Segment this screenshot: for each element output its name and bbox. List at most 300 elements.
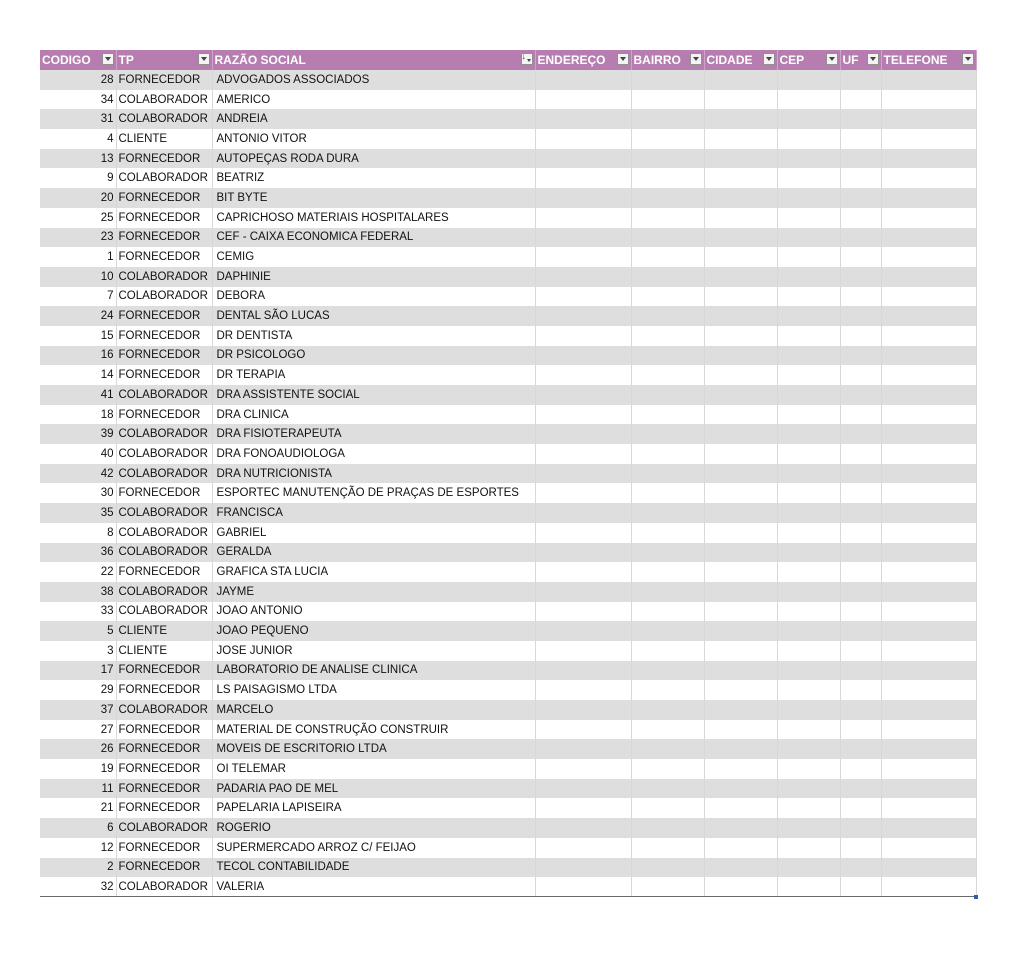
cell-endereco[interactable] <box>535 267 631 287</box>
cell-cep[interactable] <box>777 503 840 523</box>
cell-bairro[interactable] <box>631 720 704 740</box>
cell-endereco[interactable] <box>535 661 631 681</box>
cell-tp[interactable]: FORNECEDOR <box>116 739 212 759</box>
cell-cidade[interactable] <box>704 759 777 779</box>
cell-bairro[interactable] <box>631 405 704 425</box>
cell-uf[interactable] <box>840 424 881 444</box>
cell-razao-social[interactable]: VALERIA <box>212 877 535 897</box>
cell-codigo[interactable]: 6 <box>40 818 116 838</box>
cell-uf[interactable] <box>840 523 881 543</box>
cell-cep[interactable] <box>777 523 840 543</box>
cell-codigo[interactable]: 31 <box>40 109 116 129</box>
cell-endereco[interactable] <box>535 739 631 759</box>
cell-uf[interactable] <box>840 818 881 838</box>
cell-endereco[interactable] <box>535 208 631 228</box>
cell-codigo[interactable]: 9 <box>40 168 116 188</box>
cell-uf[interactable] <box>840 90 881 110</box>
cell-uf[interactable] <box>840 562 881 582</box>
cell-cidade[interactable] <box>704 405 777 425</box>
cell-cidade[interactable] <box>704 739 777 759</box>
cell-bairro[interactable] <box>631 326 704 346</box>
cell-tp[interactable]: COLABORADOR <box>116 424 212 444</box>
cell-endereco[interactable] <box>535 444 631 464</box>
cell-uf[interactable] <box>840 109 881 129</box>
cell-uf[interactable] <box>840 444 881 464</box>
cell-uf[interactable] <box>840 543 881 563</box>
cell-tp[interactable]: FORNECEDOR <box>116 779 212 799</box>
cell-telefone[interactable] <box>881 503 976 523</box>
cell-bairro[interactable] <box>631 208 704 228</box>
cell-telefone[interactable] <box>881 661 976 681</box>
cell-tp[interactable]: FORNECEDOR <box>116 326 212 346</box>
cell-endereco[interactable] <box>535 168 631 188</box>
cell-endereco[interactable] <box>535 70 631 90</box>
cell-telefone[interactable] <box>881 641 976 661</box>
cell-tp[interactable]: COLABORADOR <box>116 582 212 602</box>
cell-razao-social[interactable]: OI TELEMAR <box>212 759 535 779</box>
cell-cidade[interactable] <box>704 109 777 129</box>
cell-cidade[interactable] <box>704 621 777 641</box>
cell-uf[interactable] <box>840 149 881 169</box>
cell-codigo[interactable]: 13 <box>40 149 116 169</box>
cell-telefone[interactable] <box>881 247 976 267</box>
cell-razao-social[interactable]: MOVEIS DE ESCRITORIO LTDA <box>212 739 535 759</box>
cell-telefone[interactable] <box>881 523 976 543</box>
cell-uf[interactable] <box>840 858 881 878</box>
cell-codigo[interactable]: 42 <box>40 464 116 484</box>
cell-bairro[interactable] <box>631 287 704 307</box>
cell-bairro[interactable] <box>631 523 704 543</box>
cell-telefone[interactable] <box>881 543 976 563</box>
cell-codigo[interactable]: 11 <box>40 779 116 799</box>
cell-cep[interactable] <box>777 385 840 405</box>
cell-telefone[interactable] <box>881 464 976 484</box>
cell-bairro[interactable] <box>631 680 704 700</box>
cell-uf[interactable] <box>840 464 881 484</box>
cell-telefone[interactable] <box>881 228 976 248</box>
cell-razao-social[interactable]: GRAFICA STA LUCIA <box>212 562 535 582</box>
cell-codigo[interactable]: 1 <box>40 247 116 267</box>
cell-cidade[interactable] <box>704 90 777 110</box>
cell-uf[interactable] <box>840 346 881 366</box>
cell-codigo[interactable]: 26 <box>40 739 116 759</box>
cell-endereco[interactable] <box>535 621 631 641</box>
cell-cidade[interactable] <box>704 543 777 563</box>
cell-tp[interactable]: FORNECEDOR <box>116 720 212 740</box>
cell-cep[interactable] <box>777 405 840 425</box>
cell-codigo[interactable]: 24 <box>40 306 116 326</box>
cell-bairro[interactable] <box>631 818 704 838</box>
cell-razao-social[interactable]: BIT BYTE <box>212 188 535 208</box>
cell-bairro[interactable] <box>631 306 704 326</box>
cell-bairro[interactable] <box>631 168 704 188</box>
cell-uf[interactable] <box>840 503 881 523</box>
cell-razao-social[interactable]: FRANCISCA <box>212 503 535 523</box>
cell-tp[interactable]: FORNECEDOR <box>116 759 212 779</box>
cell-uf[interactable] <box>840 739 881 759</box>
cell-telefone[interactable] <box>881 365 976 385</box>
cell-codigo[interactable]: 3 <box>40 641 116 661</box>
cell-tp[interactable]: COLABORADOR <box>116 877 212 897</box>
cell-uf[interactable] <box>840 877 881 897</box>
cell-tp[interactable]: COLABORADOR <box>116 818 212 838</box>
cell-cidade[interactable] <box>704 385 777 405</box>
cell-cep[interactable] <box>777 109 840 129</box>
cell-cep[interactable] <box>777 621 840 641</box>
cell-endereco[interactable] <box>535 858 631 878</box>
cell-uf[interactable] <box>840 621 881 641</box>
cell-cep[interactable] <box>777 424 840 444</box>
cell-endereco[interactable] <box>535 779 631 799</box>
cell-bairro[interactable] <box>631 365 704 385</box>
cell-cidade[interactable] <box>704 503 777 523</box>
cell-bairro[interactable] <box>631 739 704 759</box>
cell-cidade[interactable] <box>704 464 777 484</box>
cell-tp[interactable]: COLABORADOR <box>116 543 212 563</box>
cell-bairro[interactable] <box>631 779 704 799</box>
cell-cidade[interactable] <box>704 267 777 287</box>
cell-telefone[interactable] <box>881 602 976 622</box>
cell-codigo[interactable]: 8 <box>40 523 116 543</box>
cell-razao-social[interactable]: ROGERIO <box>212 818 535 838</box>
cell-tp[interactable]: FORNECEDOR <box>116 306 212 326</box>
cell-endereco[interactable] <box>535 188 631 208</box>
cell-codigo[interactable]: 33 <box>40 602 116 622</box>
cell-endereco[interactable] <box>535 641 631 661</box>
cell-tp[interactable]: COLABORADOR <box>116 503 212 523</box>
cell-telefone[interactable] <box>881 739 976 759</box>
cell-telefone[interactable] <box>881 306 976 326</box>
cell-cidade[interactable] <box>704 306 777 326</box>
cell-bairro[interactable] <box>631 346 704 366</box>
sort-filter-dropdown-icon[interactable] <box>521 53 533 65</box>
cell-razao-social[interactable]: DRA FONOAUDIOLOGA <box>212 444 535 464</box>
cell-cidade[interactable] <box>704 877 777 897</box>
filter-dropdown-icon[interactable] <box>617 53 629 65</box>
cell-cidade[interactable] <box>704 228 777 248</box>
cell-uf[interactable] <box>840 798 881 818</box>
cell-endereco[interactable] <box>535 464 631 484</box>
cell-bairro[interactable] <box>631 582 704 602</box>
cell-endereco[interactable] <box>535 523 631 543</box>
cell-razao-social[interactable]: PADARIA PAO DE MEL <box>212 779 535 799</box>
cell-uf[interactable] <box>840 326 881 346</box>
cell-codigo[interactable]: 18 <box>40 405 116 425</box>
cell-cidade[interactable] <box>704 562 777 582</box>
cell-cep[interactable] <box>777 562 840 582</box>
cell-cidade[interactable] <box>704 365 777 385</box>
cell-uf[interactable] <box>840 365 881 385</box>
cell-cidade[interactable] <box>704 208 777 228</box>
cell-telefone[interactable] <box>881 877 976 897</box>
cell-telefone[interactable] <box>881 838 976 858</box>
cell-codigo[interactable]: 10 <box>40 267 116 287</box>
cell-telefone[interactable] <box>881 798 976 818</box>
cell-cidade[interactable] <box>704 346 777 366</box>
cell-razao-social[interactable]: LABORATORIO DE ANALISE CLINICA <box>212 661 535 681</box>
cell-uf[interactable] <box>840 306 881 326</box>
cell-uf[interactable] <box>840 602 881 622</box>
cell-tp[interactable]: FORNECEDOR <box>116 858 212 878</box>
cell-cidade[interactable] <box>704 602 777 622</box>
cell-razao-social[interactable]: TECOL CONTABILIDADE <box>212 858 535 878</box>
cell-cep[interactable] <box>777 267 840 287</box>
cell-tp[interactable]: FORNECEDOR <box>116 247 212 267</box>
cell-razao-social[interactable]: DRA NUTRICIONISTA <box>212 464 535 484</box>
cell-cidade[interactable] <box>704 661 777 681</box>
cell-bairro[interactable] <box>631 641 704 661</box>
cell-cep[interactable] <box>777 818 840 838</box>
cell-cep[interactable] <box>777 838 840 858</box>
cell-bairro[interactable] <box>631 621 704 641</box>
cell-cep[interactable] <box>777 582 840 602</box>
cell-razao-social[interactable]: DRA CLINICA <box>212 405 535 425</box>
cell-cidade[interactable] <box>704 858 777 878</box>
cell-codigo[interactable]: 15 <box>40 326 116 346</box>
cell-codigo[interactable]: 29 <box>40 680 116 700</box>
cell-razao-social[interactable]: DENTAL SÃO LUCAS <box>212 306 535 326</box>
cell-codigo[interactable]: 28 <box>40 70 116 90</box>
cell-telefone[interactable] <box>881 90 976 110</box>
cell-bairro[interactable] <box>631 838 704 858</box>
cell-endereco[interactable] <box>535 90 631 110</box>
cell-telefone[interactable] <box>881 129 976 149</box>
cell-cep[interactable] <box>777 680 840 700</box>
cell-bairro[interactable] <box>631 464 704 484</box>
cell-bairro[interactable] <box>631 70 704 90</box>
cell-telefone[interactable] <box>881 779 976 799</box>
cell-cep[interactable] <box>777 759 840 779</box>
cell-endereco[interactable] <box>535 149 631 169</box>
cell-tp[interactable]: COLABORADOR <box>116 602 212 622</box>
cell-razao-social[interactable]: ANTONIO VITOR <box>212 129 535 149</box>
filter-dropdown-icon[interactable] <box>198 53 210 65</box>
cell-tp[interactable]: FORNECEDOR <box>116 149 212 169</box>
cell-endereco[interactable] <box>535 109 631 129</box>
cell-uf[interactable] <box>840 129 881 149</box>
cell-bairro[interactable] <box>631 228 704 248</box>
cell-codigo[interactable]: 23 <box>40 228 116 248</box>
cell-tp[interactable]: COLABORADOR <box>116 700 212 720</box>
cell-uf[interactable] <box>840 779 881 799</box>
cell-codigo[interactable]: 21 <box>40 798 116 818</box>
cell-tp[interactable]: COLABORADOR <box>116 385 212 405</box>
cell-cep[interactable] <box>777 858 840 878</box>
cell-cep[interactable] <box>777 602 840 622</box>
cell-razao-social[interactable]: JOSE JUNIOR <box>212 641 535 661</box>
cell-razao-social[interactable]: MATERIAL DE CONSTRUÇÃO CONSTRUIR <box>212 720 535 740</box>
cell-cep[interactable] <box>777 228 840 248</box>
cell-cidade[interactable] <box>704 700 777 720</box>
cell-endereco[interactable] <box>535 424 631 444</box>
cell-tp[interactable]: FORNECEDOR <box>116 562 212 582</box>
cell-telefone[interactable] <box>881 287 976 307</box>
cell-bairro[interactable] <box>631 444 704 464</box>
cell-bairro[interactable] <box>631 267 704 287</box>
cell-tp[interactable]: COLABORADOR <box>116 109 212 129</box>
cell-cidade[interactable] <box>704 838 777 858</box>
cell-razao-social[interactable]: DR DENTISTA <box>212 326 535 346</box>
cell-codigo[interactable]: 34 <box>40 90 116 110</box>
cell-cidade[interactable] <box>704 188 777 208</box>
cell-telefone[interactable] <box>881 483 976 503</box>
cell-uf[interactable] <box>840 267 881 287</box>
cell-tp[interactable]: FORNECEDOR <box>116 365 212 385</box>
cell-tp[interactable]: FORNECEDOR <box>116 208 212 228</box>
cell-uf[interactable] <box>840 680 881 700</box>
cell-telefone[interactable] <box>881 444 976 464</box>
cell-tp[interactable]: COLABORADOR <box>116 444 212 464</box>
cell-telefone[interactable] <box>881 346 976 366</box>
cell-telefone[interactable] <box>881 621 976 641</box>
cell-razao-social[interactable]: ANDREIA <box>212 109 535 129</box>
cell-bairro[interactable] <box>631 247 704 267</box>
cell-razao-social[interactable]: LS PAISAGISMO LTDA <box>212 680 535 700</box>
filter-dropdown-icon[interactable] <box>867 53 879 65</box>
table-resize-handle[interactable] <box>974 895 978 899</box>
cell-razao-social[interactable]: JOAO PEQUENO <box>212 621 535 641</box>
cell-razao-social[interactable]: CAPRICHOSO MATERIAIS HOSPITALARES <box>212 208 535 228</box>
cell-cidade[interactable] <box>704 247 777 267</box>
cell-codigo[interactable]: 38 <box>40 582 116 602</box>
cell-cep[interactable] <box>777 168 840 188</box>
cell-cep[interactable] <box>777 739 840 759</box>
cell-uf[interactable] <box>840 582 881 602</box>
cell-uf[interactable] <box>840 228 881 248</box>
cell-razao-social[interactable]: CEMIG <box>212 247 535 267</box>
cell-uf[interactable] <box>840 385 881 405</box>
cell-uf[interactable] <box>840 838 881 858</box>
cell-bairro[interactable] <box>631 759 704 779</box>
cell-tp[interactable]: FORNECEDOR <box>116 188 212 208</box>
cell-uf[interactable] <box>840 759 881 779</box>
cell-endereco[interactable] <box>535 503 631 523</box>
cell-razao-social[interactable]: PAPELARIA LAPISEIRA <box>212 798 535 818</box>
cell-razao-social[interactable]: AUTOPEÇAS RODA DURA <box>212 149 535 169</box>
cell-codigo[interactable]: 2 <box>40 858 116 878</box>
cell-cep[interactable] <box>777 720 840 740</box>
cell-codigo[interactable]: 20 <box>40 188 116 208</box>
cell-codigo[interactable]: 36 <box>40 543 116 563</box>
cell-cidade[interactable] <box>704 680 777 700</box>
cell-cidade[interactable] <box>704 444 777 464</box>
cell-cep[interactable] <box>777 444 840 464</box>
cell-telefone[interactable] <box>881 267 976 287</box>
cell-endereco[interactable] <box>535 228 631 248</box>
cell-cidade[interactable] <box>704 798 777 818</box>
cell-telefone[interactable] <box>881 405 976 425</box>
cell-cep[interactable] <box>777 188 840 208</box>
cell-codigo[interactable]: 30 <box>40 483 116 503</box>
cell-uf[interactable] <box>840 405 881 425</box>
cell-bairro[interactable] <box>631 385 704 405</box>
cell-razao-social[interactable]: ESPORTEC MANUTENÇÃO DE PRAÇAS DE ESPORTES <box>212 483 535 503</box>
cell-cep[interactable] <box>777 661 840 681</box>
cell-bairro[interactable] <box>631 503 704 523</box>
cell-cep[interactable] <box>777 149 840 169</box>
cell-codigo[interactable]: 7 <box>40 287 116 307</box>
filter-dropdown-icon[interactable] <box>826 53 838 65</box>
cell-cidade[interactable] <box>704 641 777 661</box>
cell-endereco[interactable] <box>535 680 631 700</box>
cell-tp[interactable]: FORNECEDOR <box>116 405 212 425</box>
cell-tp[interactable]: FORNECEDOR <box>116 661 212 681</box>
cell-telefone[interactable] <box>881 149 976 169</box>
cell-cidade[interactable] <box>704 168 777 188</box>
cell-razao-social[interactable]: MARCELO <box>212 700 535 720</box>
cell-uf[interactable] <box>840 700 881 720</box>
cell-bairro[interactable] <box>631 798 704 818</box>
cell-razao-social[interactable]: AMERICO <box>212 90 535 110</box>
cell-endereco[interactable] <box>535 818 631 838</box>
cell-bairro[interactable] <box>631 424 704 444</box>
cell-tp[interactable]: COLABORADOR <box>116 464 212 484</box>
cell-tp[interactable]: FORNECEDOR <box>116 838 212 858</box>
cell-uf[interactable] <box>840 188 881 208</box>
cell-endereco[interactable] <box>535 798 631 818</box>
cell-endereco[interactable] <box>535 759 631 779</box>
cell-cep[interactable] <box>777 326 840 346</box>
cell-razao-social[interactable]: DRA FISIOTERAPEUTA <box>212 424 535 444</box>
cell-endereco[interactable] <box>535 562 631 582</box>
cell-razao-social[interactable]: DRA ASSISTENTE SOCIAL <box>212 385 535 405</box>
cell-bairro[interactable] <box>631 109 704 129</box>
filter-dropdown-icon[interactable] <box>962 53 974 65</box>
cell-codigo[interactable]: 19 <box>40 759 116 779</box>
cell-bairro[interactable] <box>631 877 704 897</box>
cell-uf[interactable] <box>840 247 881 267</box>
cell-endereco[interactable] <box>535 483 631 503</box>
cell-razao-social[interactable]: JAYME <box>212 582 535 602</box>
cell-endereco[interactable] <box>535 326 631 346</box>
cell-endereco[interactable] <box>535 602 631 622</box>
cell-telefone[interactable] <box>881 424 976 444</box>
cell-telefone[interactable] <box>881 759 976 779</box>
cell-codigo[interactable]: 37 <box>40 700 116 720</box>
cell-endereco[interactable] <box>535 129 631 149</box>
cell-cidade[interactable] <box>704 326 777 346</box>
cell-cep[interactable] <box>777 306 840 326</box>
cell-codigo[interactable]: 41 <box>40 385 116 405</box>
cell-tp[interactable]: FORNECEDOR <box>116 70 212 90</box>
cell-uf[interactable] <box>840 287 881 307</box>
cell-razao-social[interactable]: ADVOGADOS ASSOCIADOS <box>212 70 535 90</box>
cell-razao-social[interactable]: JOAO ANTONIO <box>212 602 535 622</box>
cell-uf[interactable] <box>840 70 881 90</box>
cell-cep[interactable] <box>777 287 840 307</box>
cell-telefone[interactable] <box>881 208 976 228</box>
cell-razao-social[interactable]: CEF - CAIXA ECONOMICA FEDERAL <box>212 228 535 248</box>
cell-tp[interactable]: COLABORADOR <box>116 168 212 188</box>
cell-telefone[interactable] <box>881 680 976 700</box>
cell-bairro[interactable] <box>631 700 704 720</box>
cell-cidade[interactable] <box>704 523 777 543</box>
cell-endereco[interactable] <box>535 700 631 720</box>
cell-cep[interactable] <box>777 700 840 720</box>
cell-razao-social[interactable]: GERALDA <box>212 543 535 563</box>
cell-endereco[interactable] <box>535 287 631 307</box>
cell-bairro[interactable] <box>631 602 704 622</box>
cell-codigo[interactable]: 14 <box>40 365 116 385</box>
cell-tp[interactable]: FORNECEDOR <box>116 346 212 366</box>
cell-endereco[interactable] <box>535 405 631 425</box>
cell-codigo[interactable]: 32 <box>40 877 116 897</box>
cell-razao-social[interactable]: DEBORA <box>212 287 535 307</box>
cell-tp[interactable]: FORNECEDOR <box>116 483 212 503</box>
cell-telefone[interactable] <box>881 326 976 346</box>
cell-endereco[interactable] <box>535 346 631 366</box>
cell-razao-social[interactable]: GABRIEL <box>212 523 535 543</box>
